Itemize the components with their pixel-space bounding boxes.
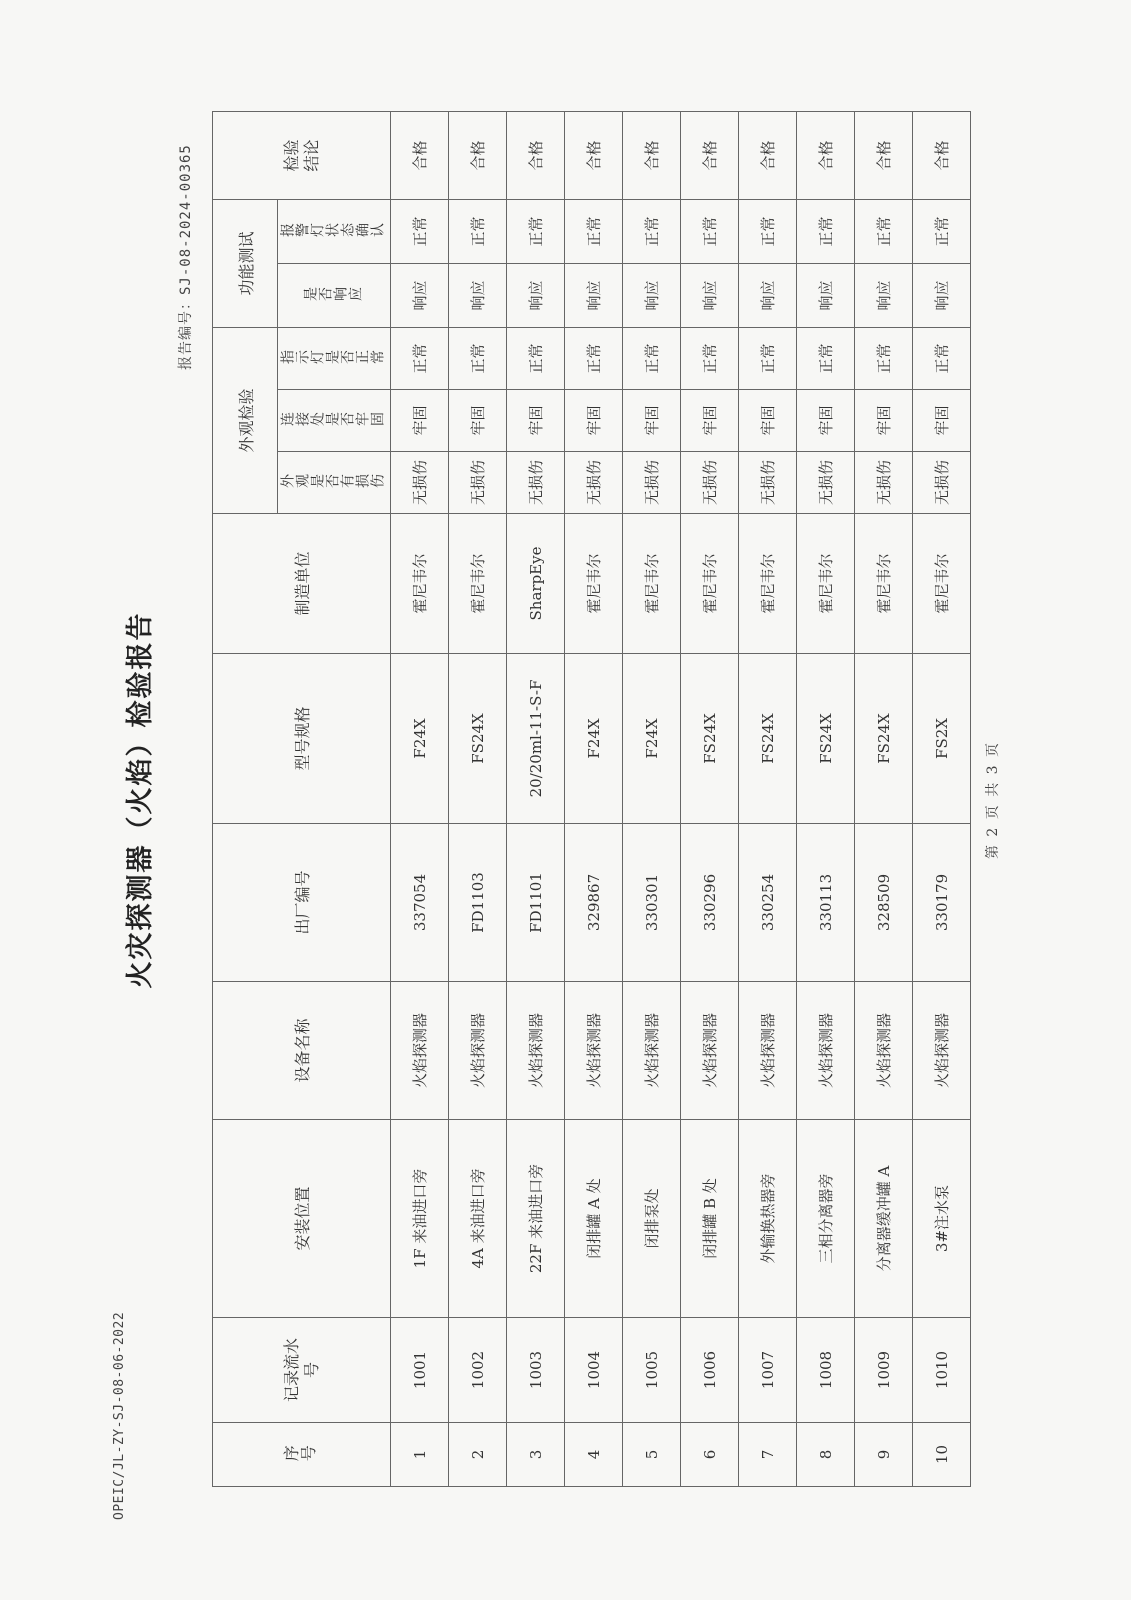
cell-serial: 330254: [739, 824, 797, 982]
table-row: [623, 111, 681, 1486]
table-row: [797, 111, 855, 1486]
cell-location: 外输换热器旁: [739, 1120, 797, 1318]
cell-conclusion: 合格: [449, 111, 507, 199]
table-row: [507, 111, 565, 1486]
header-seq: 序号: [213, 1423, 391, 1487]
cell-record-no: 1006: [681, 1318, 739, 1423]
cell-alarm: 正常: [739, 199, 797, 263]
cell-conclusion: 合格: [681, 111, 739, 199]
table-row: [739, 111, 797, 1486]
table-row: [855, 111, 913, 1486]
header-appearance-group: 外观检验: [213, 328, 278, 514]
cell-firm: 牢固: [623, 390, 681, 452]
cell-serial: 330296: [681, 824, 739, 982]
cell-conclusion: 合格: [797, 111, 855, 199]
header-manufacturer: 制造单位: [213, 514, 391, 654]
cell-record-no: 1003: [507, 1318, 565, 1423]
cell-model: FS24X: [739, 654, 797, 824]
cell-respond: 响应: [913, 264, 971, 328]
cell-conclusion: 合格: [623, 111, 681, 199]
cell-record-no: 1001: [391, 1318, 449, 1423]
cell-device-name: 火焰探测器: [913, 982, 971, 1120]
cell-indicator: 正常: [449, 328, 507, 390]
cell-alarm: 正常: [797, 199, 855, 263]
cell-alarm: 正常: [913, 199, 971, 263]
cell-firm: 牢固: [449, 390, 507, 452]
cell-indicator: 正常: [797, 328, 855, 390]
cell-device-name: 火焰探测器: [449, 982, 507, 1120]
cell-model: FS24X: [681, 654, 739, 824]
cell-model: FS24X: [855, 654, 913, 824]
cell-record-no: 1005: [623, 1318, 681, 1423]
cell-serial: 328509: [855, 824, 913, 982]
cell-alarm: 正常: [855, 199, 913, 263]
cell-respond: 响应: [391, 264, 449, 328]
cell-damage: 无损伤: [391, 452, 449, 514]
cell-serial: FD1101: [507, 824, 565, 982]
cell-manufacturer: 霍尼韦尔: [449, 514, 507, 654]
cell-alarm: 正常: [449, 199, 507, 263]
cell-damage: 无损伤: [449, 452, 507, 514]
header-indicator-normal: 指示灯是否正常: [278, 328, 391, 390]
cell-manufacturer: 霍尼韦尔: [565, 514, 623, 654]
cell-seq: 8: [797, 1423, 855, 1487]
cell-device-name: 火焰探测器: [565, 982, 623, 1120]
cell-location: 3#注水泵: [913, 1120, 971, 1318]
table-row: [913, 111, 971, 1486]
page-title: 火灾探测器（火焰）检验报告: [125, 611, 156, 989]
cell-conclusion: 合格: [565, 111, 623, 199]
cell-respond: 响应: [507, 264, 565, 328]
cell-model: F24X: [391, 654, 449, 824]
page-number: 第 2 页 共 3 页: [985, 740, 1001, 860]
cell-firm: 牢固: [739, 390, 797, 452]
cell-manufacturer: 霍尼韦尔: [797, 514, 855, 654]
header-responds: 是否响应: [278, 264, 391, 328]
cell-record-no: 1004: [565, 1318, 623, 1423]
cell-firm: 牢固: [681, 390, 739, 452]
cell-alarm: 正常: [623, 199, 681, 263]
cell-indicator: 正常: [565, 328, 623, 390]
cell-location: 闭排罐 B 处: [681, 1120, 739, 1318]
cell-location: 闭排泵处: [623, 1120, 681, 1318]
cell-record-no: 1009: [855, 1318, 913, 1423]
cell-indicator: 正常: [739, 328, 797, 390]
cell-seq: 7: [739, 1423, 797, 1487]
header-model: 型号规格: [213, 654, 391, 824]
cell-indicator: 正常: [391, 328, 449, 390]
table-row: [681, 111, 739, 1486]
cell-device-name: 火焰探测器: [507, 982, 565, 1120]
cell-manufacturer: 霍尼韦尔: [739, 514, 797, 654]
cell-model: F24X: [565, 654, 623, 824]
cell-damage: 无损伤: [565, 452, 623, 514]
header-connection-firm: 连接处是否牢固: [278, 390, 391, 452]
cell-conclusion: 合格: [391, 111, 449, 199]
cell-location: 1F 来油进口旁: [391, 1120, 449, 1318]
cell-record-no: 1007: [739, 1318, 797, 1423]
table-row: [565, 111, 623, 1486]
cell-manufacturer: 霍尼韦尔: [681, 514, 739, 654]
table-row: [449, 111, 507, 1486]
cell-respond: 响应: [623, 264, 681, 328]
form-code: OPEIC/JL-ZY-SJ-08-06-2022: [112, 1311, 127, 1520]
cell-damage: 无损伤: [681, 452, 739, 514]
header-device-name: 设备名称: [213, 982, 391, 1120]
cell-firm: 牢固: [797, 390, 855, 452]
cell-serial: 330113: [797, 824, 855, 982]
cell-model: F24X: [623, 654, 681, 824]
table-row: [391, 111, 449, 1486]
cell-location: 三相分离器旁: [797, 1120, 855, 1318]
cell-seq: 6: [681, 1423, 739, 1487]
cell-firm: 牢固: [507, 390, 565, 452]
cell-respond: 响应: [855, 264, 913, 328]
header-record-no: 记录流水号: [213, 1318, 391, 1423]
cell-serial: 329867: [565, 824, 623, 982]
cell-respond: 响应: [739, 264, 797, 328]
cell-manufacturer: 霍尼韦尔: [623, 514, 681, 654]
cell-alarm: 正常: [565, 199, 623, 263]
cell-respond: 响应: [565, 264, 623, 328]
header-serial: 出厂编号: [213, 824, 391, 982]
cell-serial: 337054: [391, 824, 449, 982]
report-number-value: SJ-08-2024-00365: [178, 144, 194, 295]
cell-seq: 5: [623, 1423, 681, 1487]
cell-respond: 响应: [797, 264, 855, 328]
cell-serial: FD1103: [449, 824, 507, 982]
cell-manufacturer: 霍尼韦尔: [913, 514, 971, 654]
cell-device-name: 火焰探测器: [739, 982, 797, 1120]
cell-indicator: 正常: [681, 328, 739, 390]
cell-conclusion: 合格: [913, 111, 971, 199]
header-conclusion: 检验结论: [213, 111, 391, 199]
header-location: 安装位置: [213, 1120, 391, 1318]
cell-device-name: 火焰探测器: [797, 982, 855, 1120]
cell-damage: 无损伤: [797, 452, 855, 514]
cell-seq: 2: [449, 1423, 507, 1487]
cell-serial: 330179: [913, 824, 971, 982]
cell-device-name: 火焰探测器: [681, 982, 739, 1120]
cell-seq: 9: [855, 1423, 913, 1487]
cell-alarm: 正常: [391, 199, 449, 263]
cell-damage: 无损伤: [507, 452, 565, 514]
cell-model: FS24X: [449, 654, 507, 824]
cell-serial: 330301: [623, 824, 681, 982]
cell-seq: 1: [391, 1423, 449, 1487]
cell-seq: 10: [913, 1423, 971, 1487]
cell-indicator: 正常: [623, 328, 681, 390]
cell-model: 20/20ml-11-S-F: [507, 654, 565, 824]
cell-respond: 响应: [449, 264, 507, 328]
header-function-group: 功能测试: [213, 199, 278, 327]
cell-indicator: 正常: [507, 328, 565, 390]
cell-alarm: 正常: [507, 199, 565, 263]
cell-conclusion: 合格: [739, 111, 797, 199]
header-appearance-damage: 外观是否有损伤: [278, 452, 391, 514]
cell-record-no: 1010: [913, 1318, 971, 1423]
cell-damage: 无损伤: [623, 452, 681, 514]
cell-manufacturer: SharpEye: [507, 514, 565, 654]
cell-respond: 响应: [681, 264, 739, 328]
cell-manufacturer: 霍尼韦尔: [855, 514, 913, 654]
cell-alarm: 正常: [681, 199, 739, 263]
report-number: [175, 0, 195, 370]
cell-firm: 牢固: [391, 390, 449, 452]
inspection-table: [212, 111, 971, 1487]
cell-device-name: 火焰探测器: [391, 982, 449, 1120]
cell-manufacturer: 霍尼韦尔: [391, 514, 449, 654]
cell-conclusion: 合格: [507, 111, 565, 199]
cell-record-no: 1008: [797, 1318, 855, 1423]
cell-damage: 无损伤: [739, 452, 797, 514]
cell-location: 22F 来油进口旁: [507, 1120, 565, 1318]
cell-conclusion: 合格: [855, 111, 913, 199]
cell-firm: 牢固: [913, 390, 971, 452]
cell-seq: 4: [565, 1423, 623, 1487]
cell-damage: 无损伤: [913, 452, 971, 514]
cell-record-no: 1002: [449, 1318, 507, 1423]
cell-indicator: 正常: [913, 328, 971, 390]
cell-model: FS2X: [913, 654, 971, 824]
cell-location: 闭排罐 A 处: [565, 1120, 623, 1318]
cell-firm: 牢固: [855, 390, 913, 452]
cell-location: 分离器缓冲罐 A: [855, 1120, 913, 1318]
cell-firm: 牢固: [565, 390, 623, 452]
report-number-label: 报告编号：: [178, 295, 194, 370]
cell-device-name: 火焰探测器: [855, 982, 913, 1120]
header-alarm-light: 报警灯状态确认: [278, 199, 391, 263]
cell-device-name: 火焰探测器: [623, 982, 681, 1120]
cell-seq: 3: [507, 1423, 565, 1487]
cell-model: FS24X: [797, 654, 855, 824]
cell-indicator: 正常: [855, 328, 913, 390]
cell-location: 4A 来油进口旁: [449, 1120, 507, 1318]
cell-damage: 无损伤: [855, 452, 913, 514]
